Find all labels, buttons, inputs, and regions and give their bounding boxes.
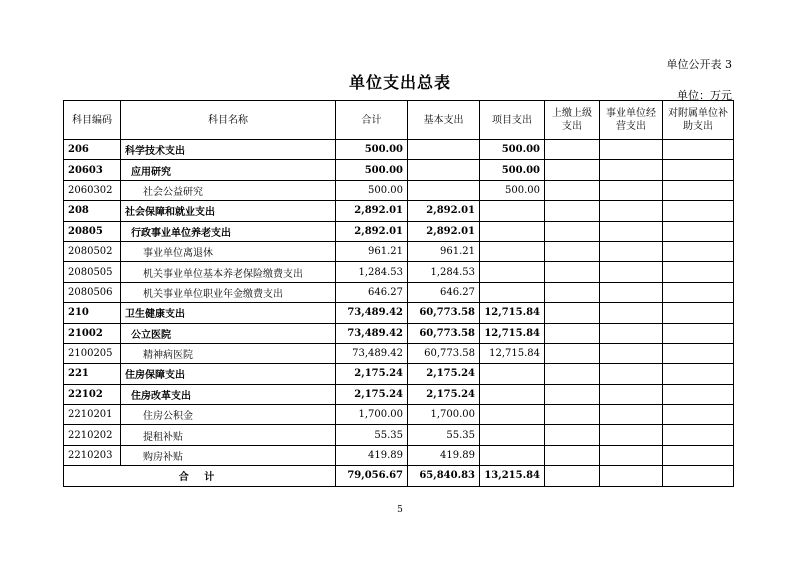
cell-code: 2060302 (64, 180, 121, 200)
cell-basic: 2,892.01 (408, 221, 480, 241)
cell-code: 20805 (64, 221, 121, 241)
cell-subsidy (663, 323, 734, 343)
cell-remit (545, 343, 600, 363)
table-row (64, 140, 734, 160)
cell-code: 2100205 (64, 343, 121, 363)
cell-business (600, 221, 663, 241)
cell-business (600, 201, 663, 221)
header-total: 合计 (336, 101, 408, 140)
cell-subsidy (663, 384, 734, 404)
cell-project: 12,715.84 (480, 303, 545, 323)
cell-basic: 419.89 (408, 445, 480, 465)
cell-subsidy (663, 201, 734, 221)
cell-total: 2,892.01 (336, 201, 408, 221)
cell-name: 卫生健康支出 (121, 303, 336, 323)
cell-name: 购房补贴 (121, 445, 336, 465)
cell-basic: 2,175.24 (408, 384, 480, 404)
cell-project (480, 425, 545, 445)
total-subsidy (663, 466, 734, 486)
cell-project (480, 384, 545, 404)
cell-total: 2,175.24 (336, 364, 408, 384)
cell-basic (408, 160, 480, 180)
cell-code: 20603 (64, 160, 121, 180)
cell-project: 500.00 (480, 160, 545, 180)
cell-subsidy (663, 405, 734, 425)
header-business: 事业单位经营支出 (600, 101, 663, 140)
cell-project: 12,715.84 (480, 323, 545, 343)
cell-project (480, 262, 545, 282)
cell-total: 73,489.42 (336, 343, 408, 363)
cell-project (480, 201, 545, 221)
cell-basic (408, 140, 480, 160)
cell-project: 500.00 (480, 180, 545, 200)
cell-basic: 60,773.58 (408, 343, 480, 363)
table-row (64, 201, 734, 221)
cell-project (480, 364, 545, 384)
cell-business (600, 303, 663, 323)
table-row (64, 221, 734, 241)
cell-total: 500.00 (336, 140, 408, 160)
cell-remit (545, 405, 600, 425)
cell-remit (545, 364, 600, 384)
cell-business (600, 364, 663, 384)
cell-subsidy (663, 425, 734, 445)
table-row (64, 384, 734, 404)
total-total: 79,056.67 (336, 466, 408, 486)
cell-name: 住房公积金 (121, 405, 336, 425)
cell-subsidy (663, 262, 734, 282)
cell-basic: 2,175.24 (408, 364, 480, 384)
total-project: 13,215.84 (480, 466, 545, 486)
cell-basic (408, 180, 480, 200)
cell-code: 2080505 (64, 262, 121, 282)
total-label: 合 计 (64, 466, 336, 486)
cell-basic: 2,892.01 (408, 201, 480, 221)
cell-remit (545, 384, 600, 404)
cell-subsidy (663, 241, 734, 261)
cell-remit (545, 180, 600, 200)
cell-total: 2,892.01 (336, 221, 408, 241)
cell-subsidy (663, 282, 734, 302)
cell-code: 208 (64, 201, 121, 221)
table-body (64, 140, 734, 466)
cell-basic: 1,700.00 (408, 405, 480, 425)
cell-remit (545, 140, 600, 160)
cell-name: 事业单位离退休 (121, 241, 336, 261)
total-basic: 65,840.83 (408, 466, 480, 486)
cell-name: 精神病医院 (121, 343, 336, 363)
table-row (64, 303, 734, 323)
cell-code: 221 (64, 364, 121, 384)
cell-project (480, 405, 545, 425)
total-business (600, 466, 663, 486)
cell-code: 206 (64, 140, 121, 160)
cell-business (600, 262, 663, 282)
cell-name: 应用研究 (121, 160, 336, 180)
total-row (64, 466, 734, 486)
cell-project (480, 282, 545, 302)
cell-basic: 55.35 (408, 425, 480, 445)
expenditure-table (63, 100, 734, 487)
cell-basic: 60,773.58 (408, 323, 480, 343)
cell-business (600, 405, 663, 425)
cell-subsidy (663, 180, 734, 200)
cell-total: 55.35 (336, 425, 408, 445)
cell-subsidy (663, 445, 734, 465)
cell-total: 419.89 (336, 445, 408, 465)
cell-remit (545, 303, 600, 323)
cell-basic: 1,284.53 (408, 262, 480, 282)
cell-remit (545, 201, 600, 221)
table-row (64, 425, 734, 445)
unit-label: 单位：万元 (677, 89, 732, 102)
header-subsidy: 对附属单位补助支出 (663, 101, 734, 140)
cell-name: 社会保障和就业支出 (121, 201, 336, 221)
cell-business (600, 343, 663, 363)
cell-subsidy (663, 303, 734, 323)
cell-project: 500.00 (480, 140, 545, 160)
table-code: 单位公开表 3 (666, 58, 732, 71)
cell-subsidy (663, 221, 734, 241)
cell-remit (545, 282, 600, 302)
cell-total: 1,284.53 (336, 262, 408, 282)
cell-subsidy (663, 140, 734, 160)
cell-business (600, 445, 663, 465)
cell-business (600, 282, 663, 302)
page-title: 单位支出总表 (348, 73, 451, 92)
header-remit: 上缴上级支出 (545, 101, 600, 140)
table-row (64, 405, 734, 425)
cell-business (600, 241, 663, 261)
cell-name: 住房改革支出 (121, 384, 336, 404)
cell-total: 73,489.42 (336, 303, 408, 323)
cell-business (600, 425, 663, 445)
cell-code: 2210203 (64, 445, 121, 465)
cell-code: 210 (64, 303, 121, 323)
table-row (64, 180, 734, 200)
cell-code: 2080502 (64, 241, 121, 261)
header-name: 科目名称 (121, 101, 336, 140)
cell-code: 2080506 (64, 282, 121, 302)
cell-business (600, 180, 663, 200)
cell-name: 社会公益研究 (121, 180, 336, 200)
page-number: 5 (397, 505, 403, 515)
cell-business (600, 384, 663, 404)
table-row (64, 282, 734, 302)
cell-total: 73,489.42 (336, 323, 408, 343)
cell-subsidy (663, 343, 734, 363)
cell-basic: 961.21 (408, 241, 480, 261)
cell-code: 2210202 (64, 425, 121, 445)
cell-total: 646.27 (336, 282, 408, 302)
cell-subsidy (663, 160, 734, 180)
table-row (64, 160, 734, 180)
cell-remit (545, 445, 600, 465)
table-row (64, 343, 734, 363)
table-row (64, 241, 734, 261)
cell-name: 机关事业单位基本养老保险缴费支出 (121, 262, 336, 282)
table-row (64, 323, 734, 343)
header-basic: 基本支出 (408, 101, 480, 140)
cell-name: 机关事业单位职业年金缴费支出 (121, 282, 336, 302)
cell-remit (545, 425, 600, 445)
table-row (64, 364, 734, 384)
cell-business (600, 140, 663, 160)
cell-name: 住房保障支出 (121, 364, 336, 384)
cell-basic: 60,773.58 (408, 303, 480, 323)
cell-remit (545, 221, 600, 241)
cell-name: 公立医院 (121, 323, 336, 343)
cell-name: 提租补贴 (121, 425, 336, 445)
header-code: 科目编码 (64, 101, 121, 140)
header-project: 项目支出 (480, 101, 545, 140)
cell-business (600, 160, 663, 180)
cell-code: 21002 (64, 323, 121, 343)
cell-subsidy (663, 364, 734, 384)
cell-remit (545, 241, 600, 261)
cell-name: 行政事业单位养老支出 (121, 221, 336, 241)
cell-total: 1,700.00 (336, 405, 408, 425)
table-header-row (64, 101, 734, 140)
cell-total: 500.00 (336, 180, 408, 200)
cell-total: 500.00 (336, 160, 408, 180)
cell-project (480, 445, 545, 465)
cell-remit (545, 262, 600, 282)
cell-remit (545, 323, 600, 343)
cell-business (600, 323, 663, 343)
table-row (64, 262, 734, 282)
cell-total: 2,175.24 (336, 384, 408, 404)
cell-total: 961.21 (336, 241, 408, 261)
total-remit (545, 466, 600, 486)
cell-code: 22102 (64, 384, 121, 404)
cell-basic: 646.27 (408, 282, 480, 302)
cell-remit (545, 160, 600, 180)
cell-name: 科学技术支出 (121, 140, 336, 160)
cell-project (480, 241, 545, 261)
cell-project (480, 221, 545, 241)
cell-code: 2210201 (64, 405, 121, 425)
cell-project: 12,715.84 (480, 343, 545, 363)
table-row (64, 445, 734, 465)
